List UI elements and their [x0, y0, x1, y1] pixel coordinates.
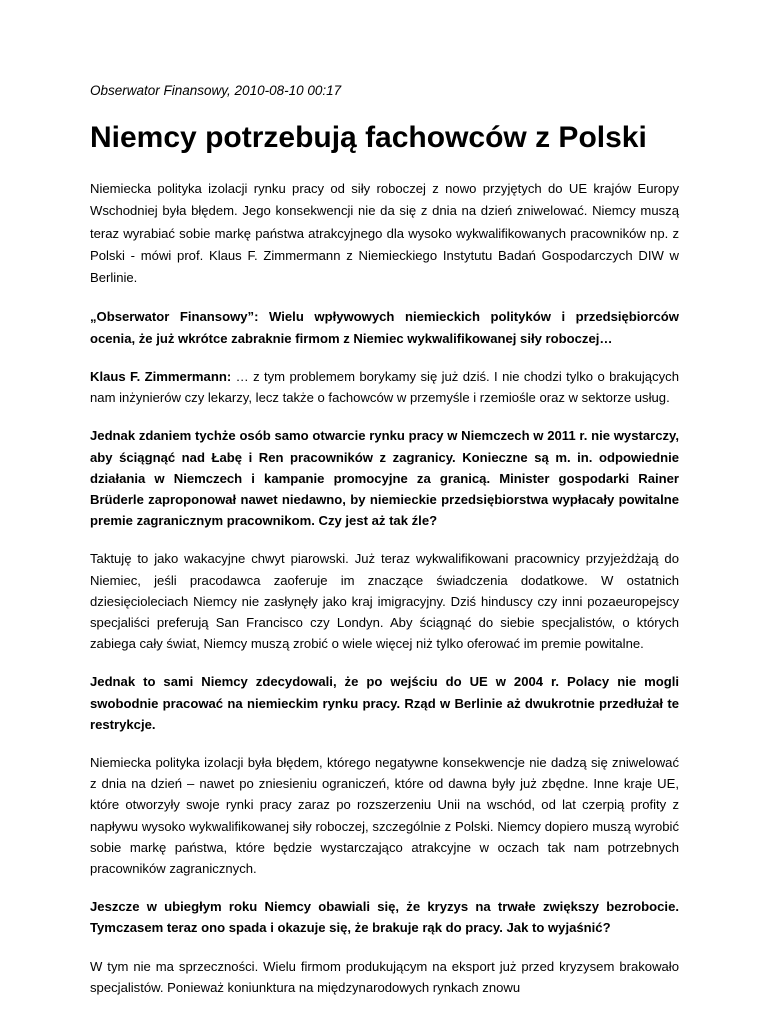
answer-1-text: … z tym problemem borykamy się już dziś. I nie chodzi tylko o brakujących nam inżynierów czy lekarzy, lecz także o fachowców w przemyśle i rzemiośle oraz w sektorze usług.: [90, 368, 680, 406]
source-line: Obserwator Finansowy, 2010-08-10 00:17: [90, 83, 342, 98]
answer-4: W tym nie ma sprzeczności. Wielu firmom produkującym na eksport już przed kryzysem brakowało specjalistów. Ponieważ koniunktura na międzynarodowych rynkach znowu: [90, 958, 679, 995]
answer-1: [90, 366, 679, 408]
speaker-name: Klaus F. Zimmermann:: [90, 368, 232, 384]
question-4: Jeszcze w ubiegłym roku Niemcy obawiali się, że kryzys na trwałe zwiększy bezrobocie. Tymczasem teraz ono spada i okazuje się, że brakuje rąk do pracy. Jak to wyjaśnić?: [90, 899, 679, 936]
question-3: Jednak to sami Niemcy zdecydowali, że po wejściu do UE w 2004 r. Polacy nie mogli swobodnie pracować na niemieckim rynku pracy. Rząd w Berlinie aż dwukrotnie przedłużał te restrykcje.: [90, 674, 679, 732]
answer-2: Taktuję to jako wakacyjne chwyt piarowski. Już teraz wykwalifikowani pracownicy przyjeżdżają do Niemiec, jeśli pracodawca zaoferuje im znaczące świadczenia dodatkowe. W ostatnich dziesięcioleciach Niemcy nie zasłynęły jako kraj imigracyjny. Dziś hinduscy czy inni pozaeuropejscy specjaliści preferują San Francisco czy Londyn. Aby ściągnąć do siebie specjalistów, o których zabiega cały świat, Niemcy muszą zrobić o wiele więcej niż tylko oferować im premie powitalne.: [90, 551, 679, 652]
article-title: Niemcy potrzebują fachowców z Polski: [90, 121, 647, 154]
question-2: Jednak zdaniem tychże osób samo otwarcie rynku pracy w Niemczech w 2011 r. nie wystarczy, aby ściągnąć nad Łabę i Ren pracowników z zagranicy. Konieczne są m. in. odpowiednie działania w Niemczech i kampanie promocyjne za granicą. Minister gospodarki Rainer Brüderle zaproponował nawet niedawno, by niemieckie przedsiębiorstwa wypłacały powitalne premie zagranicznym pracownikom. Czy jest aż tak źle?: [90, 428, 679, 529]
article: [90, 82, 679, 1015]
question-1: „Obserwator Finansowy”: Wielu wpływowych niemieckich polityków i przedsiębiorców ocenia, że już wkrótce zabraknie firmom z Niemiec wykwalifikowanej siły roboczej…: [90, 309, 679, 346]
answer-3: Niemiecka polityka izolacji była błędem, którego negatywne konsekwencje nie dadzą się zniwelować z dnia na dzień – nawet po zniesieniu ograniczeń, które od dawna były już zbędne. Inne kraje UE, które otworzyły swoje rynki pracy zaraz po rozszerzeniu Unii na wschód, od lat czerpią profity z napływu wysoko wykwalifikowanej siły roboczej, szczególnie z Polski. Niemcy dopiero muszą wyrobić sobie markę państwa, które będzie wystarczająco atrakcyjne w oczach tak nam potrzebnych pracowników zagranicznych.: [90, 754, 679, 876]
article-lead: Niemiecka polityka izolacji rynku pracy od siły roboczej z nowo przyjętych do UE krajów Europy Wschodniej była błędem. Jego konsekwencji nie da się z dnia na dzień zniwelować. Niemcy muszą teraz wyrabiać sobie markę państwa atrakcyjnego dla wysoko wykwalifikowanych pracowników np. z Polski - mówi prof. Klaus F. Zimmermann z Niemieckiego Instytutu Badań Gospodarczych DIW w Berlinie.: [90, 181, 679, 286]
